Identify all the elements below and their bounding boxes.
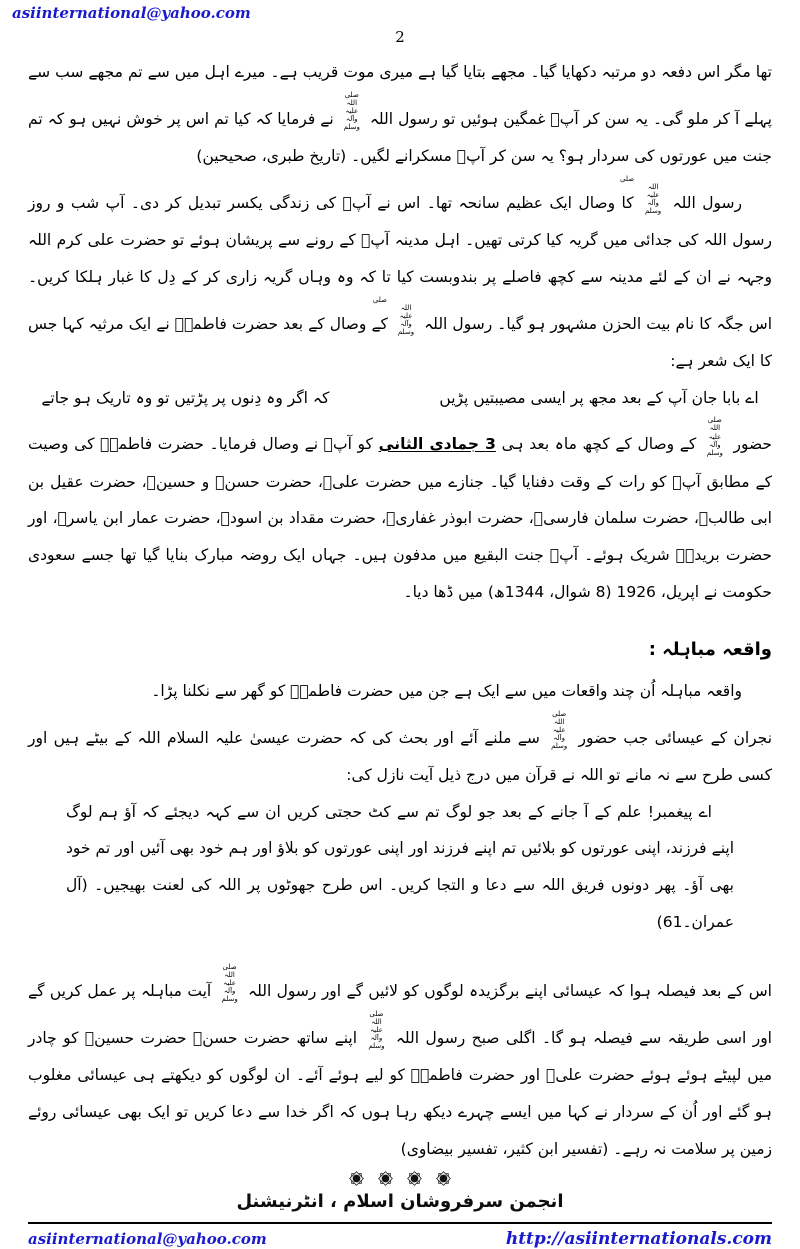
honorific-seal-mark: صلی اللہ علیہ وآلہ وسلم: [706, 416, 723, 457]
ornament-row: [28, 1168, 772, 1187]
text-run: حضور: [727, 435, 773, 454]
quran-ayat-quote: [66, 794, 734, 942]
document-body: [28, 54, 772, 1168]
para-mubahila-intro: [28, 673, 772, 710]
text-run: واقعہ مباہلہ اُن چند واقعات میں سے ایک ہے جن میں حضرت فاطمہؓ کو گھر سے نکلنا پڑا۔: [151, 681, 742, 700]
eight-point-star-icon: [377, 1170, 394, 1187]
organization-name: انجمن سرفروشان اسلام ، انٹرنیشنل: [236, 1190, 564, 1212]
footer-email-link[interactable]: asiinternational@yahoo.com: [28, 1229, 267, 1248]
footer-links: [28, 1224, 772, 1249]
text-run: اپنے ساتھ حضرت حسنؑ حضرت حسینؑ کو چادر میں لپیٹے ہوئے ہوئے حضرت علیؑ اور حضرت فاطمہؓ کو لیے ہوئے آئے۔ ان لوگوں کو دیکھتے ہی عیسائی مغلوب ہو گئے اور اُن کے سردار نے کہا میں ایسے چہرے دیکھ رہا ہوں کہ اگر خدا سے دعا کریں تو ایک بھی عیسائی روئے زمین پر سلامت نہ رہے۔ (تفسیر ابن کثیر، تفسیر بیضاوی): [28, 1029, 772, 1158]
text-run: واقعہ مباہلہ :: [648, 639, 772, 660]
honorific-seal-mark: صلی اللہ علیہ وآلہ وسلم: [551, 709, 568, 750]
eight-point-star-icon: [435, 1170, 452, 1187]
eight-point-star-icon: [406, 1170, 423, 1187]
honorific-seal-mark: صلی اللہ علیہ وآلہ وسلم: [343, 90, 360, 132]
couplet-hemistich-1: اے بابا جان آپ کے بعد مجھ پر ایسی مصیبتیں پڑیں: [439, 388, 759, 407]
emphasized-date: 3 جمادی الثانی: [378, 435, 496, 454]
header-email-link[interactable]: asiinternational@yahoo.com: [12, 4, 251, 22]
para-continuation: [28, 54, 772, 175]
eight-point-star-icon: [348, 1170, 365, 1187]
text-run: نے فرمایا کہ کیا تم اس پر خوش نہیں ہو کہ تم جنت میں عورتوں کی سردار ہو؟ یہ سن کر آپؓ مسکرانے لگیں۔ (تاریخ طبری، صحیحین): [28, 110, 772, 165]
text-run: تھا مگر اس دفعہ دو مرتبہ دکھایا گیا۔ مجھے بتایا گیا ہے میری موت قریب ہے۔ میرے اہل میں سے تم مجھے سب سے پہلے آ کر ملو گی۔ یہ سن کر آپؓ غمگین ہوئیں تو رسول اللہ: [28, 63, 772, 129]
para-najran: [28, 710, 772, 794]
text-run: اے پیغمبر! علم کے آ جانے کے بعد جو لوگ تم سے کٹ حجتی کریں ان سے کہہ دیجئے کہ آؤ ہم لوگ اپنے فرزند، اپنی عورتوں کو بلائیں تم اپنے فرزند اور اپنی عورتوں کو بلاؤ اور ہم خود بھی آئیں اور تم خود بھی آؤ۔ پھر دونوں فریق اللہ سے دعا و التجا کریں۔ اس طرح جھوٹوں پر اللہ کی لعنت بھیجیں۔ (آل عمران۔61): [66, 802, 734, 932]
honorific-seal-mark: صلی اللہ علیہ وآلہ وسلم: [619, 174, 662, 215]
marsiya-couplet: [28, 380, 772, 417]
honorific-seal-mark: صلی اللہ علیہ وآلہ وسلم: [221, 963, 238, 1004]
para-mubahila-event: [28, 963, 772, 1168]
footer-website-link[interactable]: http://asiinternationals.com: [505, 1228, 772, 1249]
para-wafat: [28, 416, 772, 611]
couplet-hemistich-2: کہ اگر وہ دِنوں پر پڑتیں تو وہ تاریک ہو جاتے: [41, 388, 330, 407]
text-run: اس کے بعد فیصلہ ہوا کہ عیسائی اپنے برگزیدہ لوگوں کو لائیں گے اور رسول اللہ: [242, 982, 772, 1001]
honorific-seal-mark: صلی اللہ علیہ وآلہ وسلم: [372, 295, 415, 336]
page-number: 2: [395, 28, 405, 46]
text-run: کے وصال کے بعد حضرت فاطمہؓ نے ایک مرثیہ کہا جس کا ایک شعر ہے:: [28, 314, 772, 370]
para-wisal: [28, 175, 772, 380]
honorific-seal-mark: صلی اللہ علیہ وآلہ وسلم: [368, 1010, 385, 1051]
page-footer: [28, 1168, 772, 1249]
text-run: کا وصال ایک عظیم سانحہ تھا۔ اس نے آپؓ کی زندگی یکسر تبدیل کر دی۔ آپ شب و روز رسول اللہ کی جدائی میں گریہ کیا کرتی تھیں۔ اہل مدینہ آپؓ کے رونے سے پریشان ہوئے تو حضرت علی کرم اللہ وجہہ نے ان کے لئے مدینہ سے کچھ فاصلے پر بندوبست کیا تا کہ وہ وہاں گریہ زاری کر کے دِل کا غبار ہلکا کریں۔ اس جگہ کا نام بیت الحزن مشہور ہو گیا۔ رسول اللہ: [28, 194, 772, 333]
text-run: رسول اللہ: [666, 194, 742, 212]
text-run: کے وصال کے کچھ ماہ بعد ہی: [495, 435, 702, 454]
text-run: نجران کے عیسائی جب حضور: [572, 728, 773, 747]
text-run: آیت مباہلہ پر عمل کریں گے اور اسی طریقہ سے فیصلہ ہو گا۔ اگلی صبح رسول اللہ: [28, 982, 772, 1048]
text-run: کو آپؓ نے وصال فرمایا۔ حضرت فاطمہؓ کی وصیت کے مطابق آپؓ کو رات کے وقت دفنایا گیا۔ جنازے میں حضرت علیؓ، حضرت حسنؓ و حسینؓ، حضرت عقیل بن ابی طالبؓ، حضرت سلمان فارسیؓ، حضرت ابوذر غفاریؓ، حضرت مقداد بن اسودؓ، حضرت عمار ابن یاسرؓ، اور حضرت بریدہؓ شریک ہوئے۔ آپؓ جنت البقیع میں مدفون ہیں۔ جہاں ایک روضہ مبارک بنایا گیا تھا جسے سعودی حکومت نے اپریل، 1926 (8 شوال، 1344ھ) میں ڈھا دیا۔: [28, 435, 772, 602]
section-heading-mubahila: [28, 631, 772, 669]
text-run: سے ملنے آئے اور بحث کی کہ حضرت عیسیٰ علیہ السلام اللہ کے بیٹے ہیں اور کسی طرح سے نہ مانے تو اللہ نے قرآن میں درج ذیل آیت نازل کی:: [28, 728, 772, 784]
